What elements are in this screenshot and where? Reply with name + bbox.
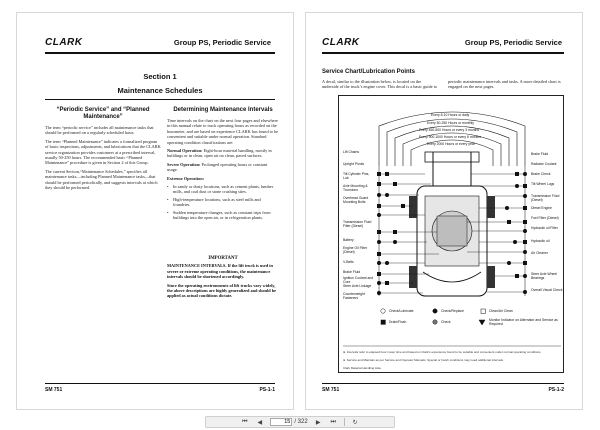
total-pages: / 322 (294, 419, 308, 425)
legend-clean-air-clean: Clean/Air Clean (489, 309, 513, 313)
paragraph-normal-operation (167, 148, 279, 159)
lube-point-label: Ignition Coolant and Core (343, 276, 374, 284)
interval-label: Every 900-1000 Hours or every 6 months (419, 135, 482, 139)
lube-point-label: Transmission Fluid (Diesel) (531, 194, 560, 202)
clark-logo: CLARK (322, 37, 360, 48)
severe-label: Severe Operation: (167, 161, 201, 167)
legend-drain-flush: Drain/Flush (389, 320, 407, 324)
lube-point-label: Steer Axle Linkage (343, 284, 372, 288)
page-indicator (270, 418, 307, 426)
footer-manual-id: SM 751 (322, 387, 340, 393)
paragraph-severe-operation (167, 162, 279, 173)
lube-point-label: Upright Pivots (343, 162, 365, 166)
legend-check-lubricate: Check/Lubricate (389, 309, 414, 313)
clark-logo: CLARK (45, 37, 83, 48)
lube-point-label: Engine Oil Filter (Diesel) (343, 246, 368, 254)
legend-monitor-indicator: Monitor Indicator on Alternator and Service as Required (489, 318, 558, 326)
column-heading: “Periodic Service” and “Planned Maintenance” (56, 107, 150, 120)
pdf-toolbar (205, 416, 395, 428)
lube-point-label: Tilt Cylinder Pins, Lub (343, 172, 370, 180)
service-chart-intro: A decal, similar to the illustration below, is located on the underside of the truck’s engine cover. This decal is a basic guide to periodic maintenance intervals and tasks. A more detailed chart is engaged on the next pages. (322, 79, 561, 90)
paragraph: The current Section,“Maintenance Schedules,” specifies all maintenance tasks—including Planned Maintenance tasks—that should be performed periodically, and suggests intervals at which they should be performed. (45, 168, 158, 191)
lube-point-label: Fuel Filter (Diesel) (531, 216, 559, 220)
interval-label: Every 450-500 Hours or every 3 months (419, 128, 480, 132)
column-heading: Determining Maintenance Intervals (173, 107, 273, 113)
lube-point-label: Air Cleaner (531, 251, 548, 255)
diagram-note: ► Intervals refer to elapsed hour meter time and based on Clark’s experience found to be suitable and convenient under normal operating conditions. (343, 350, 542, 354)
interval-label: Every 50-250 Hours or monthly (427, 121, 474, 125)
important-paragraph: MAINTENANCE INTERVALS. If the lift truck is used in severe or extreme operating conditions, the maintenance intervals should be shortened accordingly. (167, 263, 273, 280)
lube-point-label: Counterweight Fasteners (343, 292, 365, 300)
section-title: Maintenance Schedules (117, 86, 203, 95)
footer-rule (322, 383, 564, 384)
legend-check: Check (441, 320, 451, 324)
lube-point-label: Transmission Fluid Filter (Diesel) (343, 220, 372, 228)
extreme-label: Extreme Operation: (167, 175, 205, 181)
important-notice (167, 256, 279, 302)
section-number: Section 1 (143, 72, 177, 81)
diagram-caption: Clark Material Handling Asia (343, 366, 381, 370)
normal-label: Normal Operation: (167, 148, 203, 154)
bullet-item: • Sudden temperature changes, such as constant trips from buildings into the open air, or in refrigeration plants. (173, 210, 279, 221)
last-page-icon[interactable]: ⏭ (330, 418, 336, 425)
header-rule (45, 52, 275, 54)
severe-text: Prolonged operating hours or constant usage. (167, 161, 268, 173)
lube-point-label: Hydraulic oil Filter (531, 226, 558, 230)
bullet-item: • In sandy or dusty locations, such as cement plants, lumber mills, and coal dust or stone crushing sites. (173, 184, 279, 195)
footer-page-number: PS-1-1 (259, 387, 275, 393)
footer-page-number: PS-1-2 (548, 387, 564, 393)
lube-point-label: V-Belts (343, 260, 354, 264)
section-rule (45, 99, 275, 100)
page-number-input[interactable] (270, 418, 292, 426)
paragraph: The term “Planned Maintenance” indicates a formalized program of basic inspections, adjustments, and lubrications that the CLARK service organization provides customers at a prescribed interval, usually 50-250 hours. The recommended basic “Planned Maintenance” procedure is given in Section 2 of this Group. (45, 138, 161, 166)
column-maintenance-intervals (167, 107, 279, 224)
footer-manual-id: SM 751 (45, 387, 63, 393)
right-page (305, 12, 583, 410)
lube-point-label: Brake Fluid (343, 270, 361, 274)
column-periodic-service (45, 107, 161, 193)
lube-point-label: Tilt Wheel Lugs (531, 182, 555, 186)
first-page-icon[interactable]: ⏮ (242, 418, 248, 425)
lube-point-label: Brake Fluid (531, 152, 549, 156)
important-paragraph: Since the operating environments of lift trucks vary widely, the above descriptions are highly generalized and should be applied as actual conditions dictate. (167, 282, 277, 299)
lube-point-label: Lift Chains (343, 150, 360, 154)
paragraph: The term “periodic service” includes all maintenance tasks that should be performed on a regularly scheduled basis. (45, 125, 154, 136)
lube-point-label: Battery (343, 238, 354, 242)
lube-point-label: Diesel Engine (531, 206, 552, 210)
header-rule (322, 52, 564, 54)
bullet-item: • High-temperature locations, such as steel mills and foundries. (173, 197, 279, 208)
important-heading: IMPORTANT (208, 256, 238, 261)
paragraph: Time intervals on the chart on the next four pages and elsewhere in this manual relate to truck operating hours as recorded on the hourmeter, and are based on experience CLARK has found to be convenient and suitable under normal operation. Standard operating condition classifications are: (167, 118, 279, 145)
lubrication-diagram (338, 95, 564, 373)
left-page (16, 12, 294, 410)
diagram-note: ► Service and Maintain as per Service and Operator Manuals. Special or harsh conditions may need additional intervals. (343, 358, 504, 362)
lube-point-label: Hydraulic oil (531, 239, 550, 243)
next-page-icon[interactable]: ▶ (315, 419, 321, 426)
lube-point-label: Radiator Coolant (531, 162, 557, 166)
lube-point-label: Overall Visual Check (531, 288, 563, 292)
lube-point-label: Overhead Guard Mounting Bolts (343, 196, 369, 204)
service-chart-title: Service Chart/Lubrication Points (322, 69, 416, 75)
lube-point-label: Brake Check (531, 172, 551, 176)
legend-check-replace: Check/Replace (441, 309, 464, 313)
footer-rule (45, 383, 275, 384)
previous-page-icon[interactable]: ◀ (257, 419, 263, 426)
extreme-bullets (167, 184, 279, 220)
header-title: Group PS, Periodic Service (464, 38, 562, 47)
lube-point-label: Axle Mounting & Trunnions (343, 184, 368, 192)
lube-point-label: Steer Axle Wheel Bearings (531, 272, 558, 280)
rotate-icon[interactable]: ↻ (352, 419, 358, 426)
interval-label: Every 8-10 Hours or daily (431, 113, 470, 117)
header-title: Group PS, Periodic Service (173, 38, 271, 47)
interval-label: Every 2000 Hours or every year (427, 142, 475, 146)
normal-text: Eight-hour material handling, mostly in buildings or in clean, open air on clean, paved surfaces. (167, 148, 272, 159)
toolbar-divider (344, 418, 345, 426)
